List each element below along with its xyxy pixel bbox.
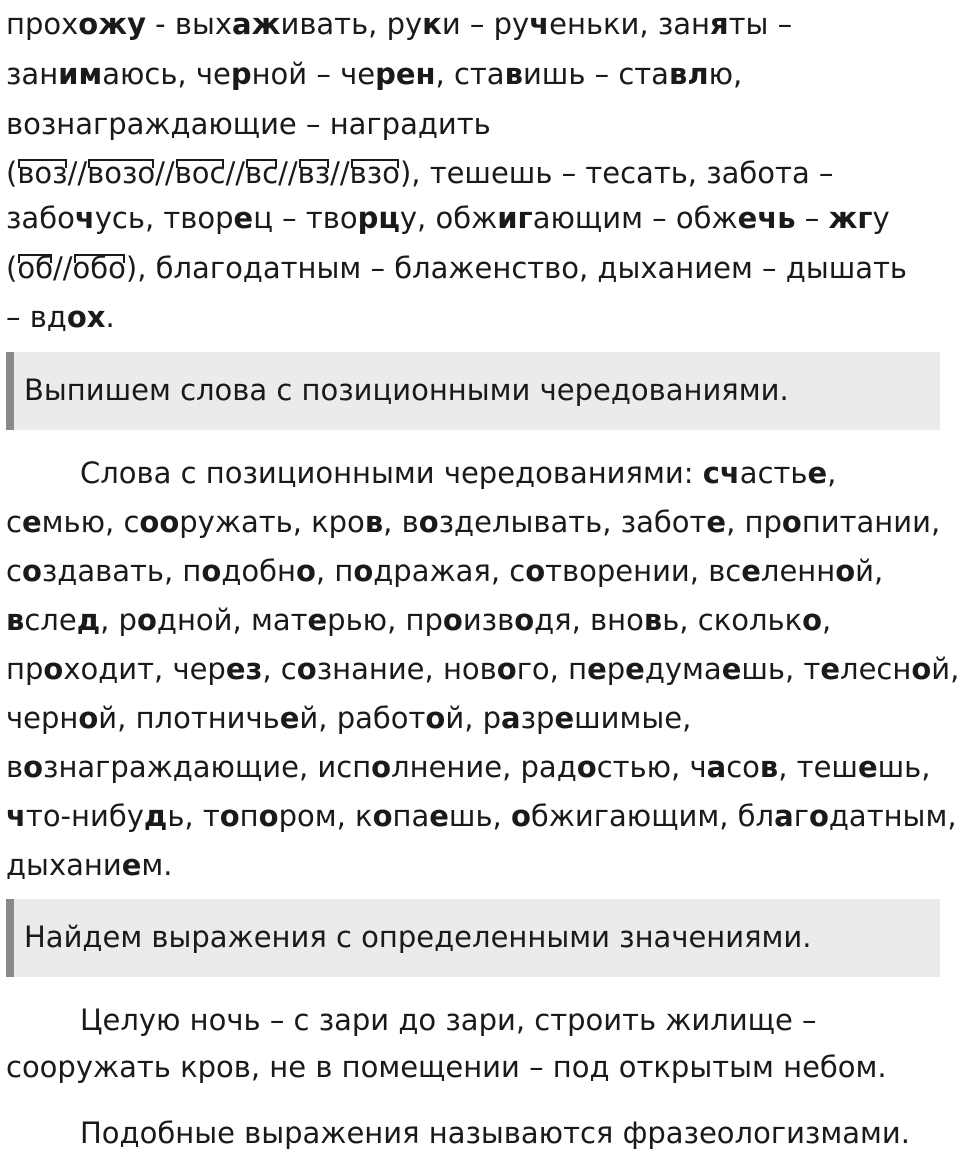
root-mark: вос [174, 156, 226, 190]
para2-line8: что-нибудь, топором, копаешь, обжигающим, благодатным, [6, 799, 957, 833]
root-mark: взо [349, 156, 400, 190]
para2-line2: семью, сооружать, кров, возделывать, заботе, пропитании, [6, 505, 941, 539]
para2-line4: вслед, родной, матерью, производя, вновь, сколько, [6, 603, 832, 637]
root-mark: вс [245, 156, 279, 190]
section-heading: Найдем выражения с определенными значениями. [24, 920, 812, 954]
para2-line1: Слова с позиционными чередованиями: счастье, [80, 456, 837, 490]
para1-line1: прохожу - выхаживать, руки – рученьки, заняты – [6, 7, 793, 41]
para2-line5: проходит, через, сознание, нового, передумаешь, телесной, [6, 652, 960, 686]
para1-line2: занимаюсь, черной – черен, ставишь – ставлю, [6, 57, 743, 91]
para2-line7: вознаграждающие, исполнение, радостью, часов, тешешь, [6, 750, 931, 784]
para1-line3: вознаграждающие – наградить [6, 107, 491, 141]
root-mark: обо [72, 251, 126, 285]
para1-line6-prefix-list: (об//обо), благодатным – блаженство, дыханием – дышать [6, 251, 908, 285]
para2-line9: дыханием. [6, 848, 173, 882]
root-mark: об [17, 251, 53, 285]
para1-line4-prefix-list: (воз//возо//вос//вс//вз//взо), тешешь – тесать, забота – [6, 156, 834, 190]
root-mark: воз [17, 156, 68, 190]
root-mark: вз [297, 156, 331, 190]
para3-line2: сооружать кров, не в помещении – под открытым небом. [6, 1050, 887, 1084]
section-heading: Выпишем слова с позиционными чередованиями. [24, 373, 789, 407]
para2-line3: создавать, подобно, подражая, сотворении, вселенной, [6, 554, 884, 588]
para1-line5: забочусь, творец – творцу, обжигающим – обжечь – жгу [6, 201, 890, 235]
root-mark: возо [87, 156, 156, 190]
para3-line1: Целую ночь – с зари до зари, строить жилище – [80, 1003, 817, 1037]
para1-line7: – вдох. [6, 300, 115, 334]
section-heading-banner [6, 352, 940, 430]
para2-line6: черной, плотничьей, работой, разрешимые, [6, 701, 692, 735]
para4-line1: Подобные выражения называются фразеологизмами. [80, 1116, 910, 1150]
section-heading-banner [6, 899, 940, 977]
